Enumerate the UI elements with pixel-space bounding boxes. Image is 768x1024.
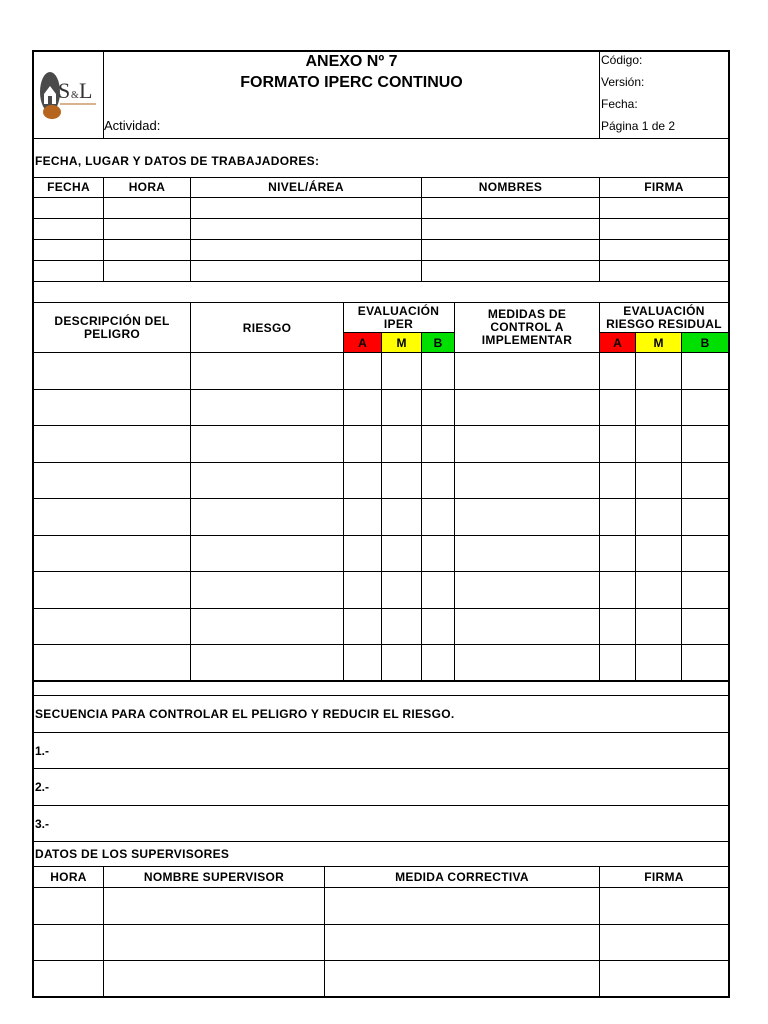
header-divider bbox=[599, 52, 600, 138]
table-line bbox=[190, 302, 191, 681]
table-line bbox=[34, 732, 728, 733]
table-line bbox=[421, 332, 422, 681]
table-line bbox=[34, 695, 728, 696]
iperc-form bbox=[32, 50, 730, 998]
table-line bbox=[34, 768, 728, 769]
table-line bbox=[34, 260, 728, 261]
svg-text:S: S bbox=[58, 78, 71, 103]
table-line bbox=[381, 332, 382, 681]
svg-text:&: & bbox=[71, 90, 79, 101]
col-fecha: FECHA bbox=[47, 180, 90, 194]
annex-number: ANEXO Nº 7 bbox=[305, 53, 398, 70]
form-title: FORMATO IPERC CONTINUO bbox=[240, 74, 463, 91]
col-nivel-area: NIVEL/ÁREA bbox=[268, 180, 344, 194]
table-line bbox=[635, 332, 636, 681]
table-line bbox=[343, 302, 344, 681]
col-firma: FIRMA bbox=[644, 180, 684, 194]
col-residual: EVALUACIÓN RIESGO RESIDUAL bbox=[606, 303, 722, 331]
table-line bbox=[34, 841, 728, 842]
iper-level-m: M bbox=[382, 333, 421, 352]
iper-level-a: A bbox=[344, 333, 381, 352]
sequence-step-3: 3.- bbox=[35, 817, 50, 831]
col-sup-firma: FIRMA bbox=[644, 869, 684, 884]
table-line bbox=[34, 281, 728, 282]
col-sup-hora: HORA bbox=[50, 869, 87, 884]
table-line bbox=[599, 302, 600, 681]
col-risk: RIESGO bbox=[242, 320, 292, 335]
table-line bbox=[34, 218, 728, 219]
supervisors-section-title: DATOS DE LOS SUPERVISORES bbox=[35, 847, 230, 861]
col-sup-medida: MEDIDA CORRECTIVA bbox=[395, 869, 529, 884]
page-indicator: Página 1 de 2 bbox=[601, 119, 676, 133]
table-line bbox=[34, 960, 728, 961]
table-line bbox=[34, 197, 728, 198]
table-line bbox=[34, 239, 728, 240]
workers-section-title: FECHA, LUGAR Y DATOS DE TRABAJADORES: bbox=[35, 154, 320, 168]
activity-label: Actividad: bbox=[104, 118, 161, 133]
header-bottom-line bbox=[34, 138, 728, 139]
residual-level-b: B bbox=[682, 333, 728, 352]
col-hora: HORA bbox=[128, 180, 166, 194]
col-nombres: NOMBRES bbox=[478, 180, 543, 194]
col-sup-nombre: NOMBRE SUPERVISOR bbox=[143, 869, 285, 884]
sequence-title: SECUENCIA PARA CONTROLAR EL PELIGRO Y REDUCIR EL RIESGO. bbox=[35, 707, 455, 721]
iper-level-b: B bbox=[422, 333, 454, 352]
table-line bbox=[681, 332, 682, 681]
table-line bbox=[34, 805, 728, 806]
svg-text:L: L bbox=[79, 78, 93, 103]
date-label: Fecha: bbox=[601, 97, 638, 111]
residual-level-a: A bbox=[600, 333, 635, 352]
table-line bbox=[34, 887, 728, 888]
table-line bbox=[454, 302, 455, 681]
sequence-step-1: 1.- bbox=[35, 744, 50, 758]
col-description: DESCRIPCIÓN DEL PELIGRO bbox=[54, 314, 170, 341]
sequence-step-2: 2.- bbox=[35, 780, 50, 794]
version-label: Versión: bbox=[601, 75, 645, 89]
company-logo bbox=[38, 64, 98, 126]
table-line bbox=[34, 924, 728, 925]
col-measures: MEDIDAS DE CONTROL A IMPLEMENTAR bbox=[481, 306, 573, 347]
residual-level-m: M bbox=[636, 333, 681, 352]
col-iper: EVALUACIÓN IPER bbox=[357, 303, 440, 331]
code-label: Código: bbox=[601, 53, 643, 67]
